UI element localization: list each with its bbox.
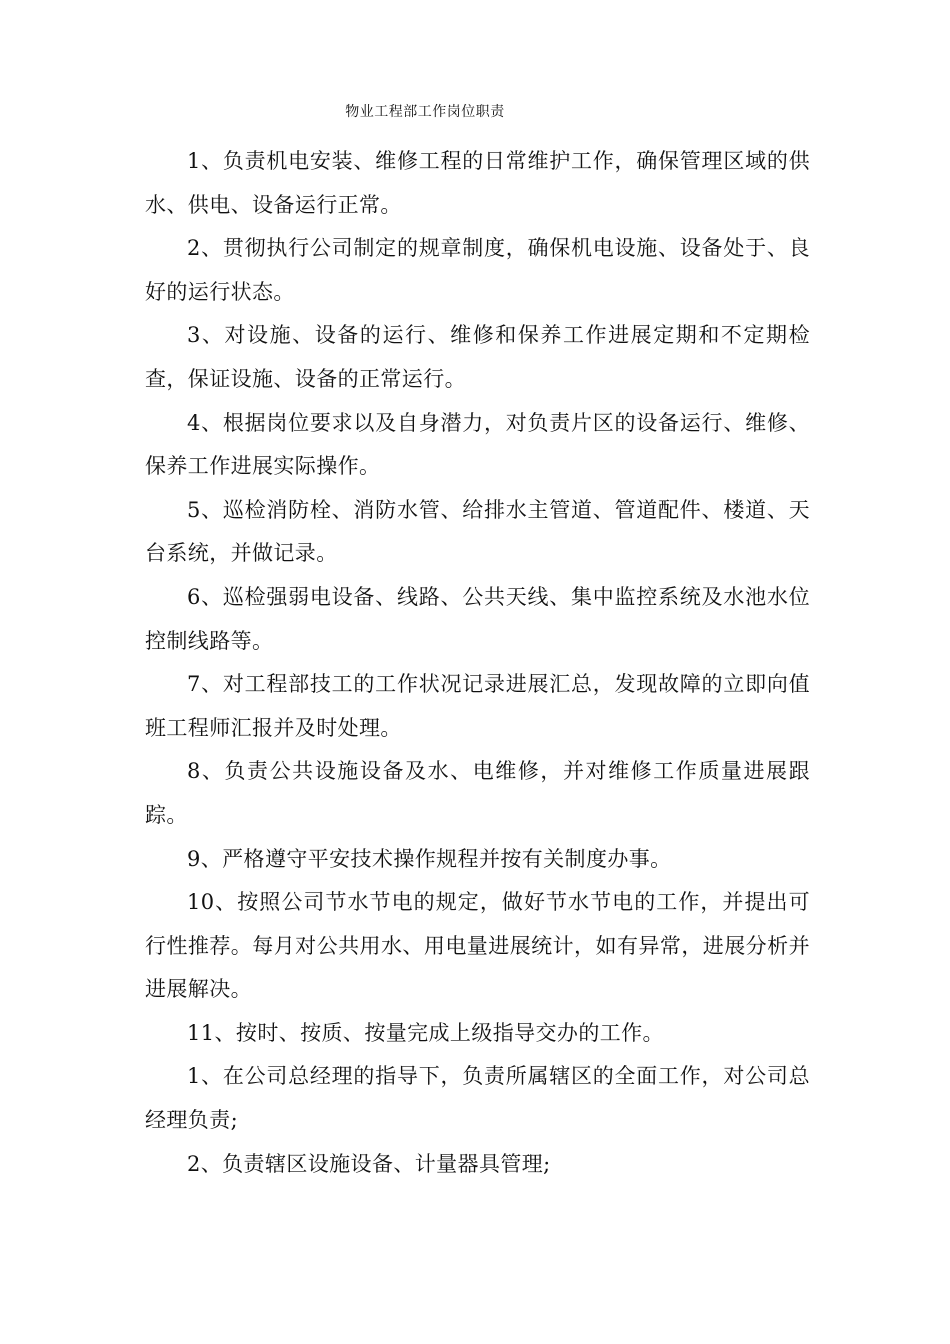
paragraph-6: 6、巡检强弱电设备、线路、公共天线、集中监控系统及水池水位控制线路等。	[145, 584, 810, 653]
paragraph-4: 4、根据岗位要求以及自身潜力，对负责片区的设备运行、维修、保养工作进展实际操作。	[145, 410, 810, 479]
paragraph-3: 3、对设施、设备的运行、维修和保养工作进展定期和不定期检查，保证设施、设备的正常运行。	[145, 323, 810, 391]
paragraph-9: 9、严格遵守平安技术操作规程并按有关制度办事。	[187, 846, 672, 871]
paragraph-10: 10、按照公司节水节电的规定，做好节水节电的工作，并提出可行性推荐。每月对公共用水、用电量进展统计，如有异常，进展分析并进展解决。	[145, 890, 810, 1002]
paragraph-8: 8、负责公共设施设备及水、电维修，并对维修工作质量进展跟踪。	[145, 759, 810, 827]
paragraph-2: 2、贯彻执行公司制定的规章制度，确保机电设施、设备处于、良好的运行状态。	[145, 236, 810, 304]
paragraph-1: 1、负责机电安装、维修工程的日常维护工作，确保管理区域的供水、供电、设备运行正常。	[145, 149, 810, 217]
document-title: 物业工程部工作岗位职责	[345, 104, 505, 120]
paragraph-13: 2、负责辖区设施设备、计量器具管理;	[187, 1151, 551, 1176]
document-body	[145, 140, 810, 1186]
paragraph-12: 1、在公司总经理的指导下，负责所属辖区的全面工作，对公司总经理负责;	[145, 1064, 810, 1133]
paragraph-5: 5、巡检消防栓、消防水管、给排水主管道、管道配件、楼道、天台系统，并做记录。	[145, 497, 810, 566]
paragraph-11: 11、按时、按质、按量完成上级指导交办的工作。	[187, 1020, 664, 1045]
paragraph-7: 7、对工程部技工的工作状况记录进展汇总，发现故障的立即向值班工程师汇报并及时处理。	[145, 672, 810, 740]
